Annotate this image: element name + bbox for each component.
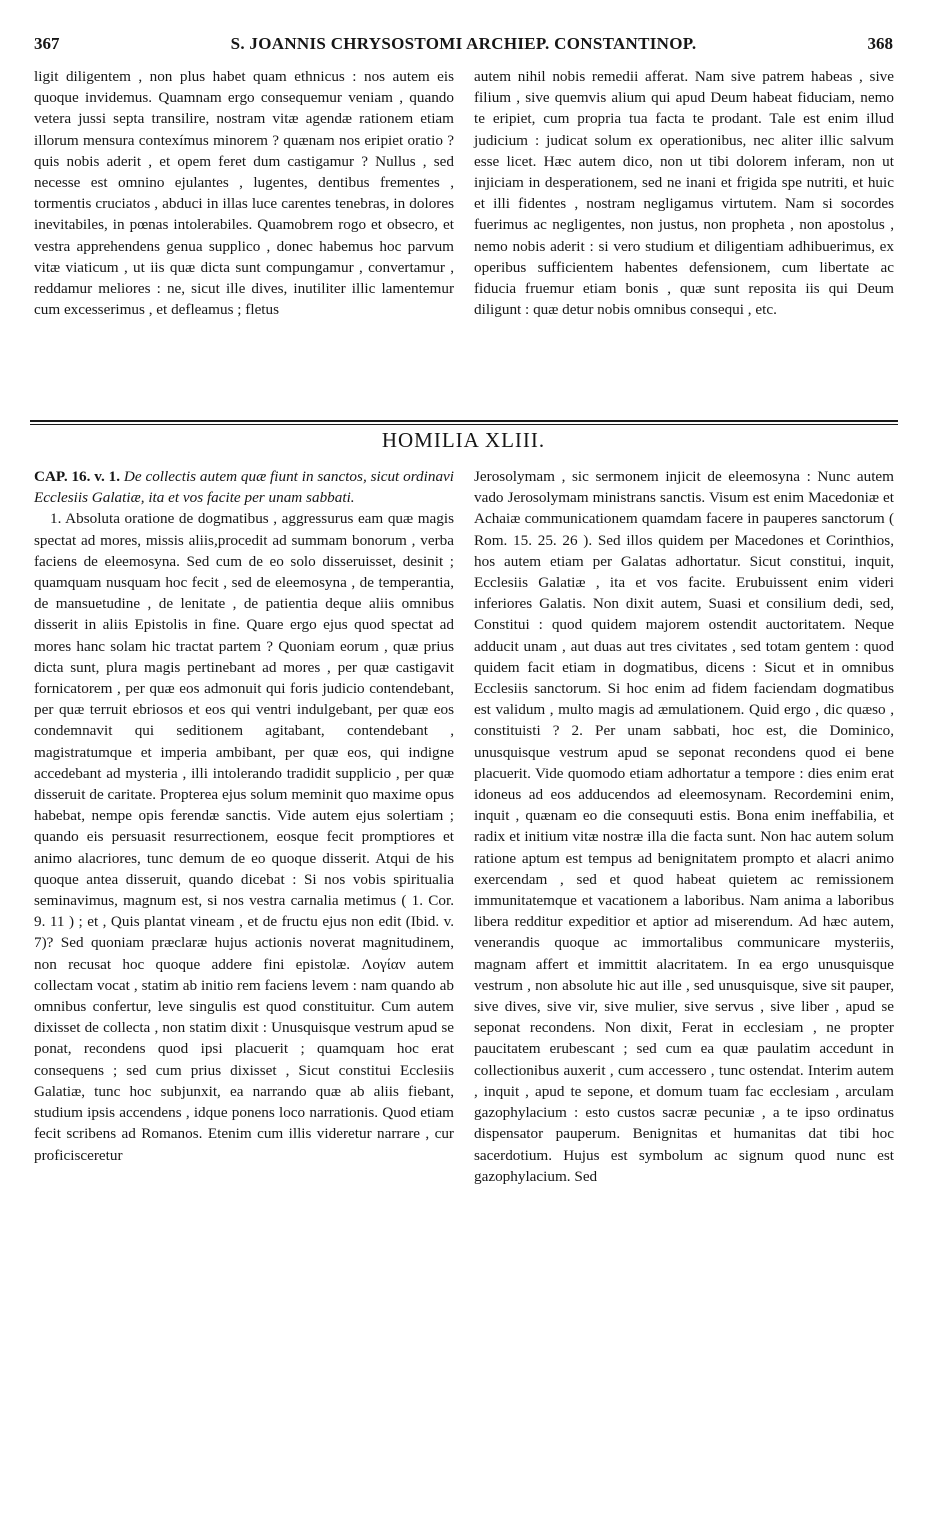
top-left-column bbox=[34, 66, 454, 320]
bottom-left-paragraph: 1. Absoluta oratione de dogmatibus , aggressurus eam quæ magis spectat ad mores, missis aliis,procedit ad summam bonorum , verba faciens de eleemosyna. Sed cum de eo solo disseruisset, desinit ; quamquam nusquam hoc fecit , sed de eleemosyna , de temperantia, de mansuetudine , de lenitate , de patientia deque aliis omnibus disserit in aliis Epistolis in fine. Quare ergo ejus quod spectat ad mores hanc solam hic tractat partem ? Quoniam eorum , quæ prius dicta sunt, plura magis pertinebant ad mores , per quæ castigavit fornicatorem , per quæ eos admonuit qui foris judicio contendebant, per quæ terruit ebriosos et eos qui ventri indulgebant, per quæ eos condemnavit qui seditionem agitabant, contendebant , magistratumque et imperia ambibant, per quæ eos, qui indigne accedebant ad mysteria , illi intolerando tradidit supplicio , per quæ disseruit de caritate. Propterea ejus solum meminit quo maxime opus habebat, nempe opis ferendæ sanctis. Vide autem ejus solertiam ; quando eis persuasit resurrectionem, eosque fecit promptiores et animo alacriores, tunc demum de eo quoque disserit. Atqui de his quoque antea disseruit, quando dicebat : Si nos vobis spiritualia seminavimus, magnum est, si nos vestra carnalia metimus ( 1. Cor. 9. 11 ) ; et , Quis plantat vineam , et de fructu ejus non edit (Ibid. v. 7)? Sed quoniam præclaræ hujus actionis noverat magnitudinem, non recusat hoc quoque addere fini epistolæ. Λογίαν autem collectam vocat , statim ab initio rem faciens levem : nam quando ab omnibus confertur, leve singulis est quod constituitur. Cum autem dixisset de collecta , non statim dixit : Unusquisque vestrum apud se ponat, recondens quod ipsi placuerit ; quamquam hoc erat consequens ; sed cum prius dixisset , Sicut constitui Ecclesiis Galatiæ, tunc hoc subjunxit, ea narrando quæ ab aliis fiebant, studium ipsis accendens , idque ponens loco narrationis. Quod etiam fecit scribens ad Romanos. Etenim cum illis videretur narrare , cur proficisceretur bbox=[34, 510, 454, 1164]
running-title: S. JOANNIS CHRYSOSTOMI ARCHIEP. CONSTANTINOP. bbox=[230, 34, 697, 53]
bottom-right-paragraph: Jerosolymam , sic sermonem injicit de eleemosyna : Nunc autem vado Jerosolymam ministrans sanctis. Visum est enim Macedoniæ et Achaiæ communicationem quamdam facere in pauperes sanctorum ( Rom. 15. 25. 26 ). Sed illos quidem per Macedones et Corinthios, hos autem etiam per Galatas adhortatur. Sicut constitui, inquit, Ecclesiis Galatiæ , ita et vos facite. Erubuissent enim videri inferiores Galatis. Non dixit autem, Suasi et consilium dedi, sed, Constitui : quod quidem majorem ostendit auctoritatem. Neque adducit unam , aut duas aut tres civitates , sed totam gentem : quod quidem facit etiam in dogmatibus, dicens : Sicut et in omnibus Ecclesiis sanctorum. Si hoc enim ad fidem faciendam dogmatibus est validum , multo magis ad æmulationem. Quid ergo , dic quæso , constituisti ? 2. Per unam sabbati, hoc est, die Dominico, unusquisque vestrum apud se seponat recondens quod ei bene placuerit. Vide quomodo etiam adhortatur a tempore : dies enim erat idoneus ad eos adducendos ad eleemosynam. Recordemini enim, inquit , quænam eo die consequuti estis. Bona enim ineffabilia, et radix et initium vitæ nostræ illa die facta sunt. Non hac autem solum ratione aptum est tempus ad benignitatem prompto et alacri animo exercendam , sed et quod habeat quietem ac remissionem immunitatemque et vacationem a laboribus. Nam anima a laboribus libera redditur expeditior et aptior ad miserendum. Ad hæc autem, venerandis quoque ac immortalibus communicare mysteriis, magnam affert et immittit alacritatem. In ea ergo unusquisque vestrum , non absolute hic aut ille , sed unusquisque, sive sit pauper, sive dives, sive vir, sive mulier, sive servus , sive liber , apud se seponat recondens. Non dixit, Ferat in ecclesiam , ne propter paucitatem erubescant ; sed cum ea quæ paulatim accedunt in collectionibus auxerit , cum accessero , tunc ostendat. Interim autem , inquit , apud te sepone, et domum tuam fac ecclesiam , arculam gazophylacium : esto custos sacræ pecuniæ , a te ipso ordinatus dispensator pauperum. Benignitas et humanitas dat tibi hoc sacerdotium. Hujus est symbolum ac signum quod nunc est gazophylacium. Sed bbox=[474, 468, 894, 1185]
divider-rule-thin bbox=[30, 424, 898, 425]
chapter-caption bbox=[34, 466, 454, 508]
page-number-left: 367 bbox=[34, 34, 60, 53]
page-number-right: 368 bbox=[867, 34, 893, 53]
bottom-right-column bbox=[474, 466, 894, 1187]
caption-text: De collectis autem quæ fiunt in sanctos, sicut ordinavi Ecclesiis Galatiæ, ita et vos facite per unam sabbati. bbox=[34, 468, 455, 507]
bottom-left-column bbox=[34, 466, 454, 1166]
page-header bbox=[34, 34, 893, 60]
top-right-paragraph: autem nihil nobis remedii afferat. Nam sive patrem habeas , sive filium , sive quemvis alium qui apud Deum habeat fiduciam, nemo te eripiet, cum propria tua facta te prodant. Tale est enim illud judicium : judicat solum ex operationibus, nec aliter illic salvum esse licet. Hæc autem dico, non ut tibi dolorem inferam, non ut injiciam in desperationem, sed ne inani et frigida spe nutriti, et huic et illi fidentes , nostram negligamus virtutem. Nam si socordes fuerimus ac negligentes, non justus, non propheta , non apostolus , nemo nobis aderit : si vero studium et diligentiam adhibuerimus, ex operibus sufficientem habentes defensionem, cum libertate ac fiducia fruemur etiam bonis , quæ sunt reposita iis qui Deum diligunt : quæ detur nobis omnibus consequi , etc. bbox=[474, 68, 894, 319]
divider-rule-thick bbox=[30, 420, 898, 422]
homily-title: HOMILIA XLIII. bbox=[381, 428, 546, 452]
caption-reference: CAP. 16. v. 1. bbox=[34, 468, 121, 485]
top-right-column bbox=[474, 66, 894, 320]
top-left-paragraph: ligit diligentem , non plus habet quam ethnicus : nos autem eis quoque invidemus. Quamnam ergo consequemur veniam , quando vetera jussi septa transilire, nostram vitæ agendæ rationem etiam illorum mensura contexímus minorem ? quænam nos eripiet oratio ? quis nobis aderit , et opem feret dum castigamur ? Nullus , sed necesse est omnino ejulantes , lugentes, dentibus frementes , tormentis cruciatos , abduci in illas luce carentes tenebras, in dolores inevitabiles, in pœnas intolerabiles. Quamobrem rogo et obsecro, et vestra apprehendens genua supplico , donec habemus hoc parvum vitæ viaticum , ut iis quæ dicta sunt compungamur , convertamur , reddamur meliores : ne, sicut ille dives, inutiliter illic lamentemur cum excesserimus , et defleamus ; fletus bbox=[34, 68, 454, 319]
